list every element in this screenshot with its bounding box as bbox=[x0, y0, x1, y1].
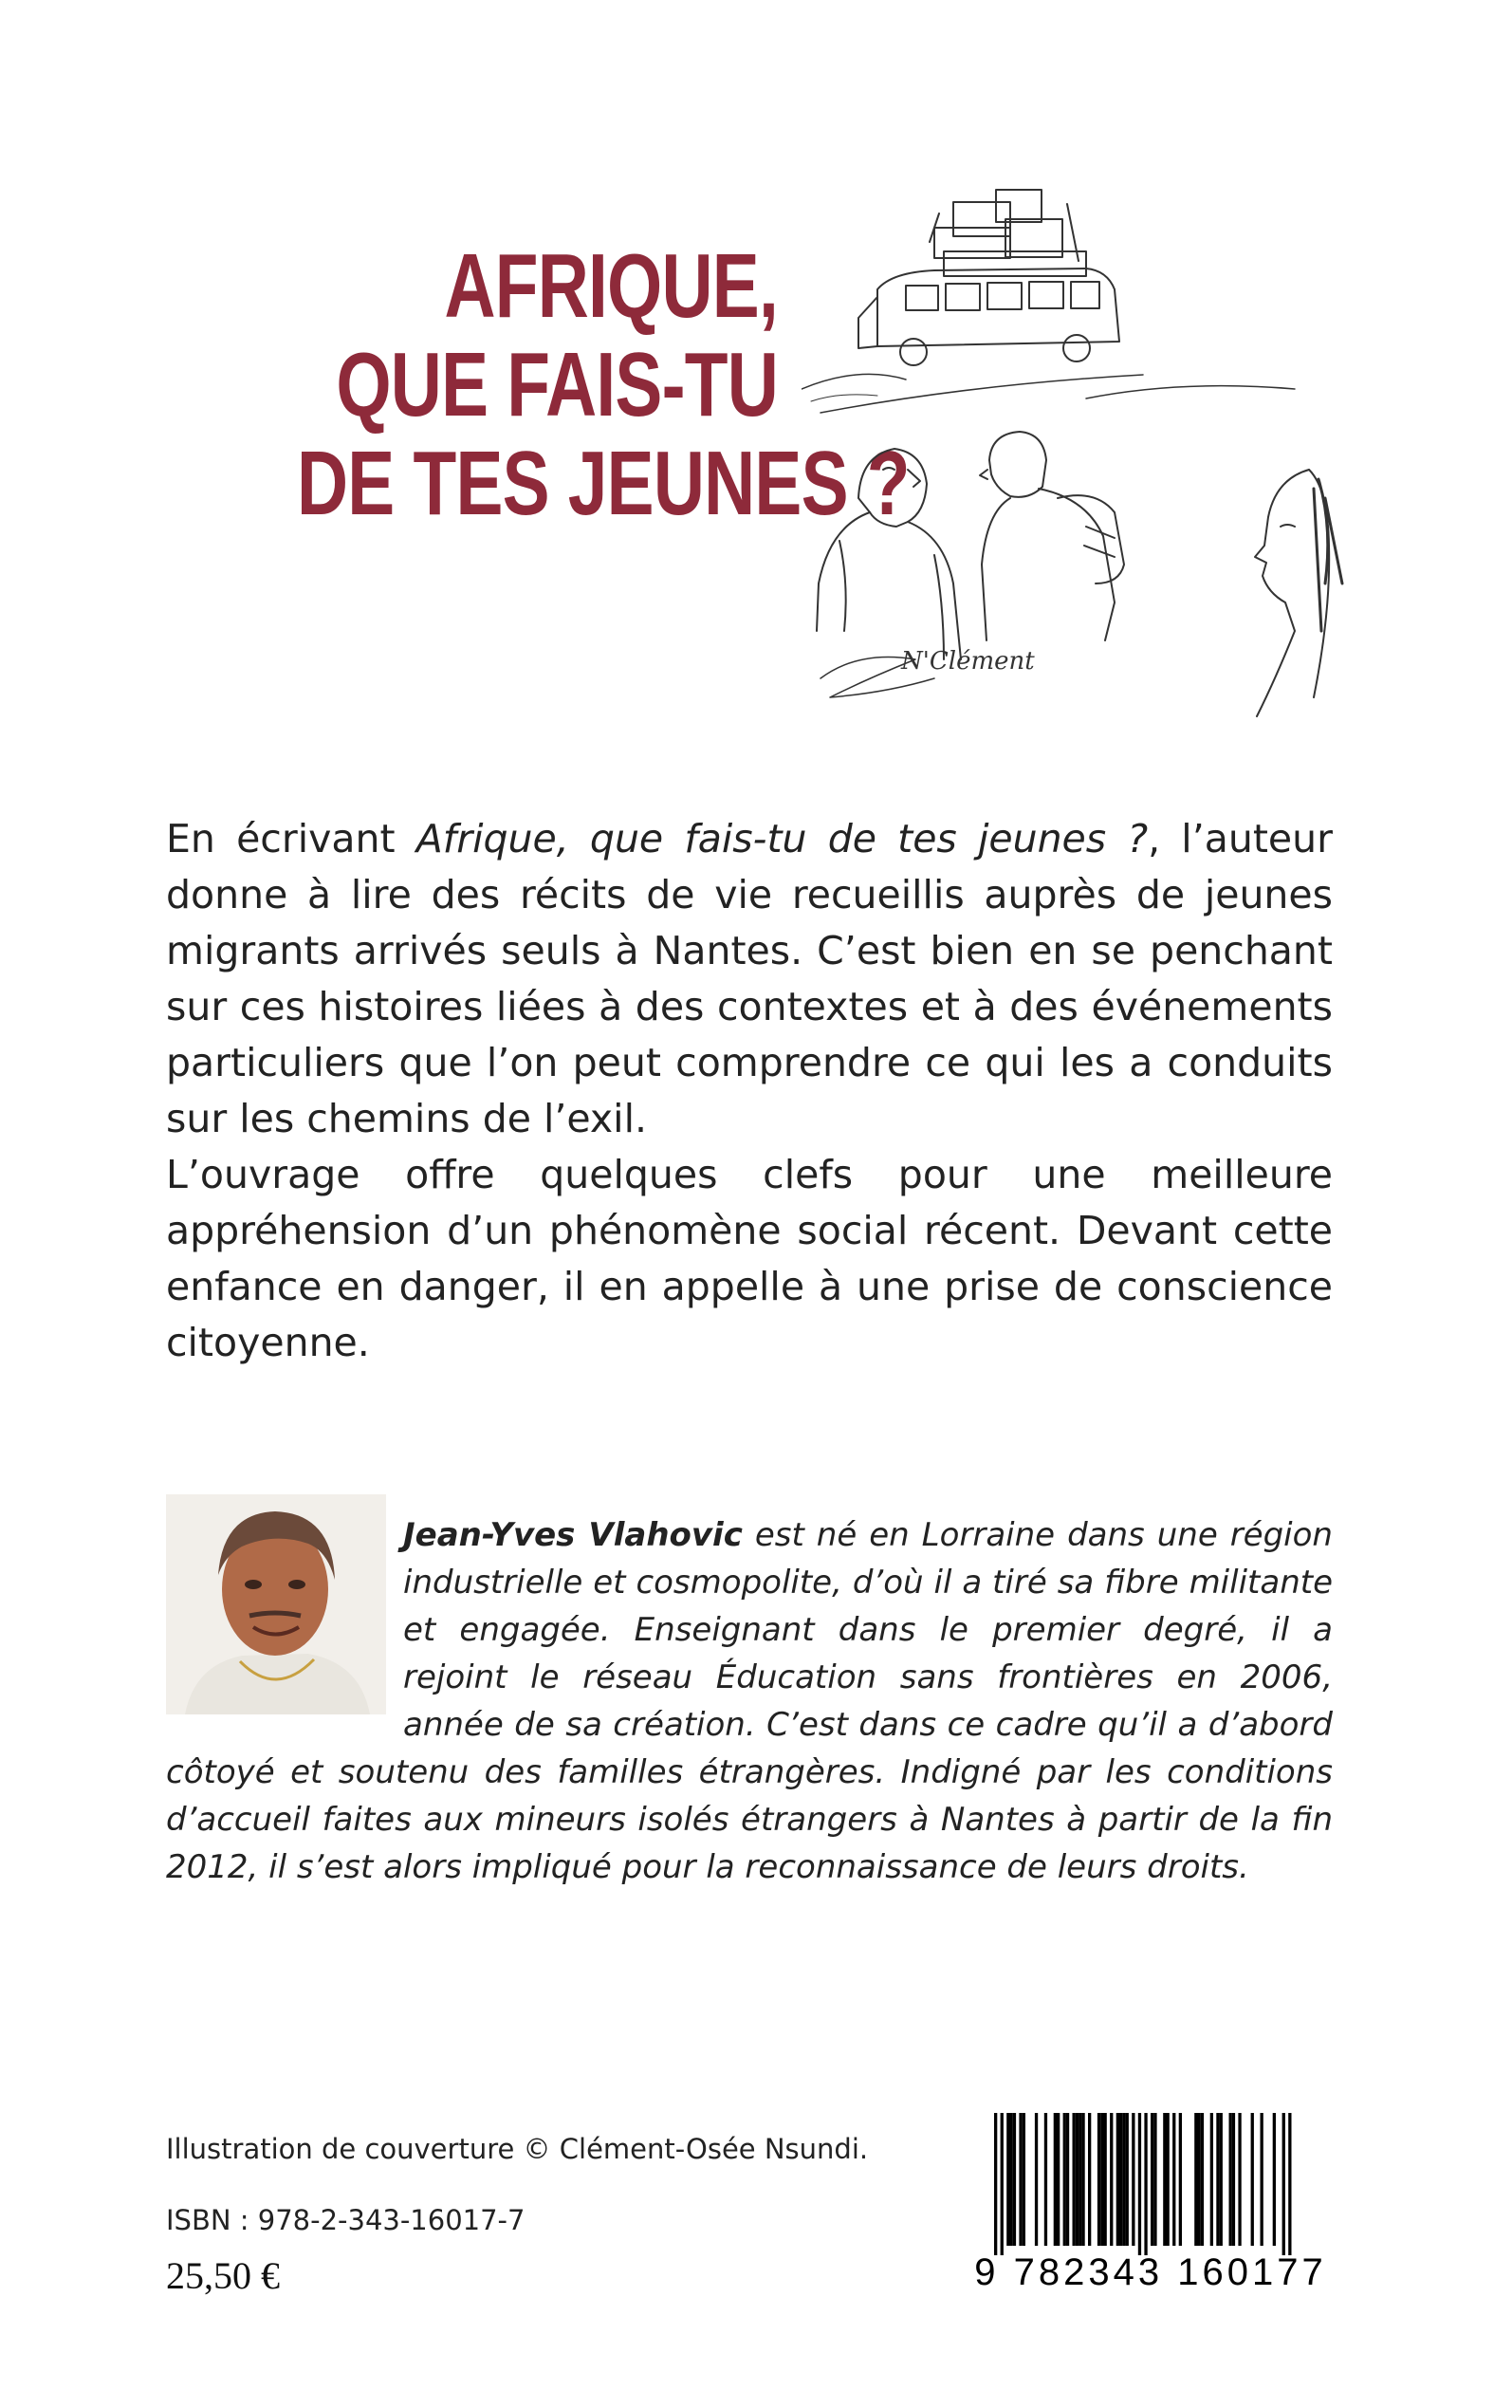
barcode-bar bbox=[1126, 2113, 1129, 2246]
barcode-bar bbox=[1010, 2113, 1013, 2246]
barcode-bar bbox=[1122, 2113, 1125, 2246]
book-summary bbox=[166, 811, 1333, 1371]
signature-sketch bbox=[821, 647, 1035, 697]
svg-text:N'Clément: N'Clément bbox=[901, 647, 1035, 676]
cover-illustration bbox=[802, 185, 1352, 721]
luggage-sketch bbox=[930, 190, 1086, 276]
title-line-2: QUE FAIS-TU bbox=[336, 334, 778, 435]
barcode-bar bbox=[1282, 2113, 1285, 2255]
barcode-bar bbox=[1153, 2113, 1156, 2246]
barcode-bar bbox=[1288, 2113, 1291, 2255]
barcode-bar bbox=[1238, 2113, 1241, 2246]
barcode-bar bbox=[1100, 2113, 1103, 2246]
barcode-bar bbox=[1023, 2113, 1025, 2246]
barcode-bar bbox=[1210, 2113, 1213, 2246]
barcode-bar bbox=[1057, 2113, 1060, 2246]
barcode-bar bbox=[1081, 2113, 1084, 2246]
barcode-bar bbox=[1073, 2113, 1076, 2246]
barcode-bar bbox=[1097, 2113, 1100, 2246]
barcode-bar bbox=[1201, 2113, 1204, 2246]
barcode-bar bbox=[1138, 2113, 1141, 2255]
person-middle-sketch bbox=[980, 432, 1124, 640]
barcode-bar bbox=[1066, 2113, 1069, 2246]
barcode-bar bbox=[1116, 2113, 1119, 2246]
barcode-bar bbox=[1006, 2113, 1009, 2246]
isbn-label: ISBN : 978-2-343-16017-7 bbox=[166, 2204, 526, 2236]
barcode-bar bbox=[1220, 2113, 1223, 2246]
barcode-digits: 9 782343 160177 bbox=[974, 2251, 1327, 2293]
barcode-bar bbox=[1144, 2113, 1147, 2255]
summary-paragraph-2: L’ouvrage offre quelques clefs pour une meilleure appréhension d’un phénomène social récent. Devant cette enfance en danger, il en appelle à une prise de conscience citoyenne. bbox=[166, 1152, 1333, 1365]
illustration-credit: Illustration de couverture © Clément-Osée Nsundi. bbox=[166, 2133, 869, 2165]
barcode-bar bbox=[1273, 2113, 1276, 2246]
barcode-bar bbox=[1088, 2113, 1091, 2246]
barcode-bars bbox=[966, 2113, 1336, 2255]
barcode-bar bbox=[1044, 2113, 1047, 2246]
barcode-bar bbox=[1251, 2113, 1254, 2246]
barcode-bar bbox=[1167, 2113, 1170, 2246]
barcode-bar bbox=[1216, 2113, 1219, 2246]
person-right-sketch bbox=[1255, 470, 1342, 716]
barcode-bar bbox=[1132, 2113, 1134, 2246]
barcode-bar bbox=[1019, 2113, 1022, 2246]
bus-sketch bbox=[858, 269, 1119, 365]
barcode-bar bbox=[1172, 2113, 1175, 2246]
barcode-bar bbox=[1151, 2113, 1153, 2246]
barcode-bar bbox=[1198, 2113, 1201, 2246]
barcode-bar bbox=[1035, 2113, 1038, 2246]
summary-paragraph-1: En écrivant Afrique, que fais-tu de tes jeunes ?, l’auteur donne à lire des récits de vie recueillis auprès de jeunes migrants arrivés seuls à Nantes. C’est bien en se penchant sur ces histoires liées à des contextes et à des événements particuliers que l’on peut comprendre ce qui les a conduits sur les chemins de l’exil. bbox=[166, 816, 1333, 1141]
author-bio-text: est né en Lorraine dans une région industrielle et cosmopolite, d’où il a tiré sa fibre militante et engagée. Enseignant dans le premier degré, il a rejoint le réseau Éducation sans frontières en 2006, année de sa création. C’est dans ce cadre qu’il a d’abord côtoyé et soutenu des familles étrangères. Indigné par les conditions d’accueil faites aux mineurs isolés étrangers à Nantes à partir de la fin 2012, il s’est alors impliqué pour la reconnaissance de leurs droits. bbox=[166, 1516, 1333, 1886]
barcode-bar bbox=[994, 2113, 997, 2255]
barcode-bar bbox=[1261, 2113, 1263, 2246]
author-bio bbox=[166, 1511, 1333, 1891]
barcode-bar bbox=[1079, 2113, 1081, 2246]
summary-book-title: Afrique, que fais-tu de tes jeunes ? bbox=[415, 816, 1149, 861]
barcode-bar bbox=[1001, 2113, 1004, 2255]
barcode-bar bbox=[1179, 2113, 1182, 2246]
title-line-1: AFRIQUE, bbox=[444, 235, 778, 337]
barcode-bar bbox=[1229, 2113, 1232, 2246]
barcode-bar bbox=[1194, 2113, 1197, 2246]
barcode-bar bbox=[1054, 2113, 1057, 2246]
author-name: Jean-Yves Vlahovic bbox=[403, 1516, 743, 1554]
barcode-bar bbox=[1104, 2113, 1107, 2246]
barcode-bar bbox=[1232, 2113, 1235, 2246]
barcode-bar bbox=[1119, 2113, 1122, 2246]
book-title bbox=[297, 235, 910, 534]
barcode bbox=[966, 2113, 1336, 2299]
barcode-bar bbox=[1013, 2113, 1016, 2246]
barcode-bar bbox=[1110, 2113, 1113, 2246]
price-label: 25,50 € bbox=[166, 2254, 280, 2297]
title-line-3: DE TES JEUNES ? bbox=[297, 433, 910, 534]
person-left-sketch bbox=[817, 449, 961, 659]
barcode-bar bbox=[1063, 2113, 1066, 2246]
barcode-bar bbox=[1076, 2113, 1079, 2246]
barcode-bar bbox=[1163, 2113, 1166, 2246]
